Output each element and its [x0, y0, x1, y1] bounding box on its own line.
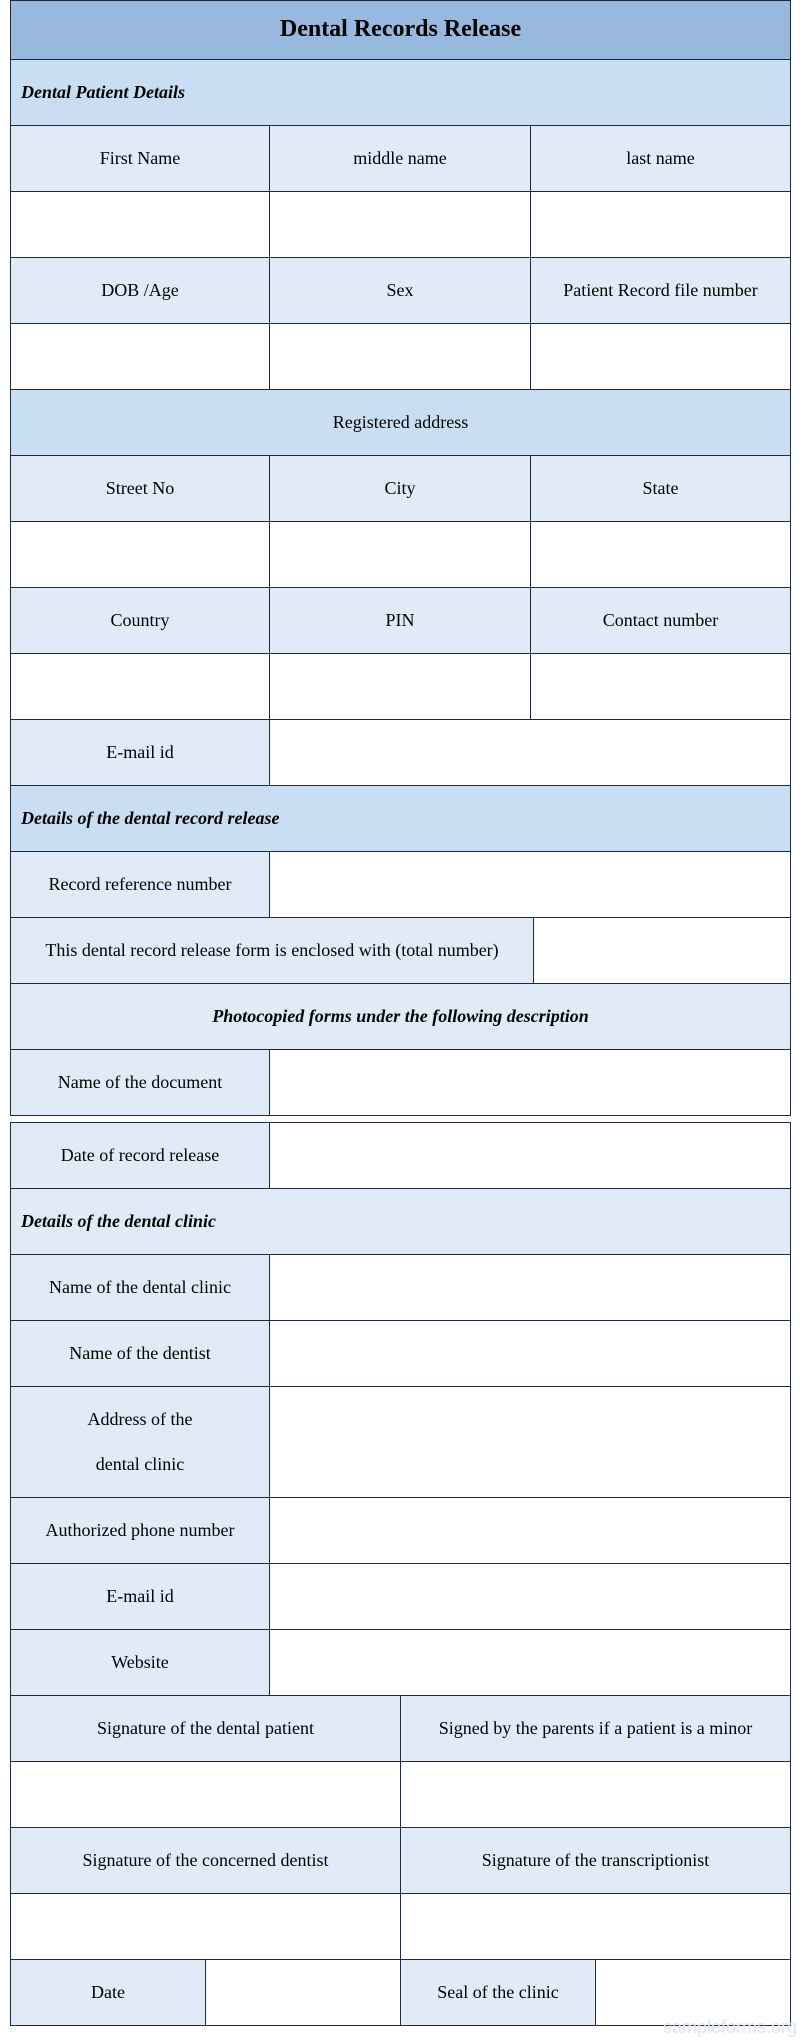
- photocopied-forms-heading: Photocopied forms under the following description: [11, 984, 790, 1049]
- label-sig-parents: Signed by the parents if a patient is a minor: [401, 1696, 790, 1761]
- registered-address-heading: Registered address: [11, 390, 790, 455]
- state-field[interactable]: [531, 522, 790, 587]
- label-phone: Authorized phone number: [11, 1498, 270, 1563]
- clinic-name-field[interactable]: [270, 1255, 790, 1320]
- clinic-address-row: [10, 1387, 791, 1498]
- label-pin: PIN: [270, 588, 531, 653]
- country-labels-row: [10, 588, 791, 654]
- title-row: [10, 0, 791, 60]
- email-field[interactable]: [270, 720, 790, 785]
- country-field[interactable]: [11, 654, 270, 719]
- enclosed-total-row: [10, 918, 791, 984]
- country-inputs-row: [10, 654, 791, 720]
- clinic-address-field[interactable]: [270, 1387, 790, 1497]
- record-reference-row: [10, 852, 791, 918]
- label-date: Date: [11, 1960, 206, 2025]
- label-last-name: last name: [531, 126, 790, 191]
- section-dental-clinic: Details of the dental clinic: [11, 1189, 790, 1254]
- label-street-no: Street No: [11, 456, 270, 521]
- street-labels-row: [10, 456, 791, 522]
- signature-labels-row-2: [10, 1828, 791, 1894]
- release-date-field[interactable]: [270, 1123, 790, 1188]
- clinic-name-row: [10, 1255, 791, 1321]
- label-enclosed-total: This dental record release form is enclosed with (total number): [11, 918, 534, 983]
- contact-number-field[interactable]: [531, 654, 790, 719]
- label-dob-age: DOB /Age: [11, 258, 270, 323]
- label-contact-number: Contact number: [531, 588, 790, 653]
- release-section-row: [10, 786, 791, 852]
- label-dentist-name: Name of the dentist: [11, 1321, 270, 1386]
- sex-field[interactable]: [270, 324, 531, 389]
- label-website: Website: [11, 1630, 270, 1695]
- label-seal: Seal of the clinic: [401, 1960, 596, 2025]
- pin-field[interactable]: [270, 654, 531, 719]
- clinic-section-row: [10, 1189, 791, 1255]
- label-clinic-email: E-mail id: [11, 1564, 270, 1629]
- email-row: [10, 720, 791, 786]
- section-patient-details: Dental Patient Details: [11, 60, 790, 125]
- dentist-name-field[interactable]: [270, 1321, 790, 1386]
- phone-row: [10, 1498, 791, 1564]
- dob-labels-row: [10, 258, 791, 324]
- website-row: [10, 1630, 791, 1696]
- label-record-reference-number: Record reference number: [11, 852, 270, 917]
- section-record-release: Details of the dental record release: [11, 786, 790, 851]
- release-date-row: [10, 1122, 791, 1189]
- dob-age-field[interactable]: [11, 324, 270, 389]
- label-sig-dentist: Signature of the concerned dentist: [11, 1828, 401, 1893]
- label-state: State: [531, 456, 790, 521]
- document-name-row: [10, 1050, 791, 1116]
- watermark: sampleforms.org: [662, 2017, 797, 2037]
- sig-transcriptionist-field[interactable]: [401, 1894, 790, 1959]
- label-clinic-address-line2: dental clinic: [95, 1454, 185, 1474]
- signature-inputs-row-1: [10, 1762, 791, 1828]
- label-release-date: Date of record release: [11, 1123, 270, 1188]
- dob-inputs-row: [10, 324, 791, 390]
- document-name-field[interactable]: [270, 1050, 790, 1115]
- middle-name-field[interactable]: [270, 192, 531, 257]
- label-sig-patient: Signature of the dental patient: [11, 1696, 401, 1761]
- seal-field[interactable]: [596, 1960, 790, 2025]
- label-country: Country: [11, 588, 270, 653]
- label-document-name: Name of the document: [11, 1050, 270, 1115]
- signature-labels-row-1: [10, 1696, 791, 1762]
- signature-inputs-row-2: [10, 1894, 791, 1960]
- registered-address-row: [10, 390, 791, 456]
- record-file-number-field[interactable]: [531, 324, 790, 389]
- form-title: Dental Records Release: [11, 1, 790, 59]
- sig-parents-field[interactable]: [401, 1762, 790, 1827]
- label-clinic-name: Name of the dental clinic: [11, 1255, 270, 1320]
- label-record-file-number: Patient Record file number: [531, 258, 790, 323]
- clinic-email-row: [10, 1564, 791, 1630]
- dental-records-release-form: [10, 0, 791, 2026]
- label-clinic-address-line1: Address of the: [87, 1409, 193, 1429]
- first-name-field[interactable]: [11, 192, 270, 257]
- clinic-email-field[interactable]: [270, 1564, 790, 1629]
- label-middle-name: middle name: [270, 126, 531, 191]
- website-field[interactable]: [270, 1630, 790, 1695]
- label-clinic-address: [11, 1387, 270, 1497]
- sig-patient-field[interactable]: [11, 1762, 401, 1827]
- label-sig-transcriptionist: Signature of the transcriptionist: [401, 1828, 790, 1893]
- label-first-name: First Name: [11, 126, 270, 191]
- street-inputs-row: [10, 522, 791, 588]
- label-sex: Sex: [270, 258, 531, 323]
- last-name-field[interactable]: [531, 192, 790, 257]
- photocopied-heading-row: [10, 984, 791, 1050]
- label-city: City: [270, 456, 531, 521]
- record-reference-number-field[interactable]: [270, 852, 790, 917]
- label-email: E-mail id: [11, 720, 270, 785]
- name-inputs-row: [10, 192, 791, 258]
- street-no-field[interactable]: [11, 522, 270, 587]
- patient-section-row: [10, 60, 791, 126]
- name-labels-row: [10, 126, 791, 192]
- date-field[interactable]: [206, 1960, 401, 2025]
- dentist-name-row: [10, 1321, 791, 1387]
- enclosed-total-field[interactable]: [534, 918, 790, 983]
- city-field[interactable]: [270, 522, 531, 587]
- sig-dentist-field[interactable]: [11, 1894, 401, 1959]
- phone-field[interactable]: [270, 1498, 790, 1563]
